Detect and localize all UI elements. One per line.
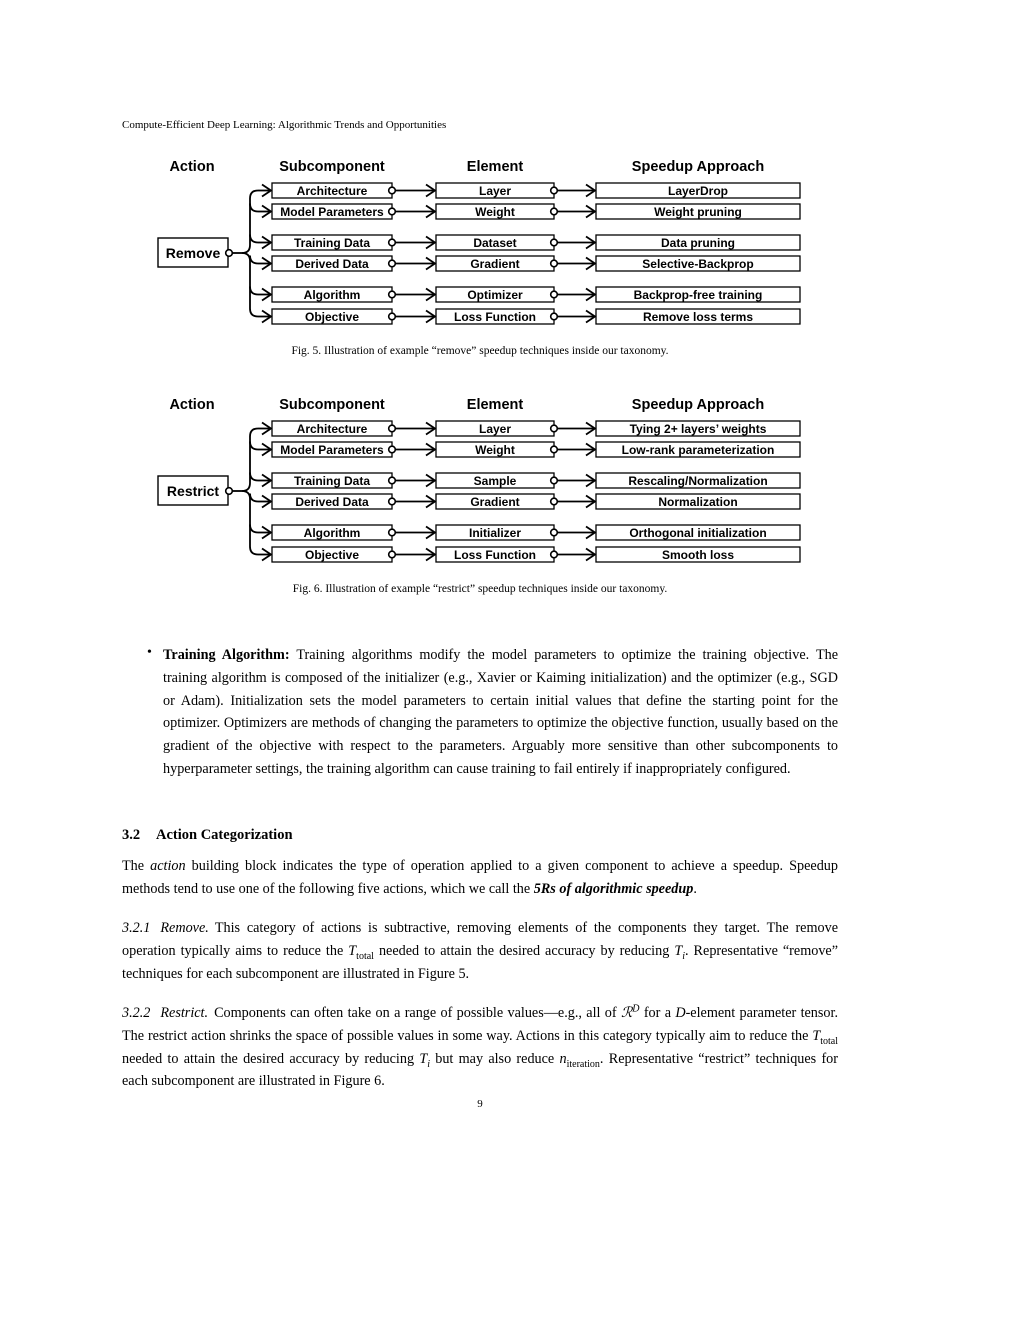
para-text: building block indicates the type of operation applied to a given component to achieve a speedup. Speedup methods tend to use one of the following five actions, which we call the — [122, 858, 838, 897]
connector-node — [389, 498, 396, 505]
column-header: Element — [466, 397, 524, 413]
math-n: n — [559, 1050, 567, 1067]
bullet-body: Training algorithms modify the model parameters to optimize the training objective. The training algorithm is composed of the initializer (e.g., Xavier or Kaiming initialization) and the optimizer (e.g., SGD or Adam). Initialization sets the model parameters to certain initial values that define the starting point for the optimizer. Optimizers are methods of changing the parameters to optimize the objective function, usually based on the gradient of the objective with respect to the parameters. Arguably more sensitive than other subcomponents to hyperparameter settings, the training algorithm can cause training to fail entirely if inappropriately configured. — [163, 647, 839, 777]
connector-node — [551, 425, 558, 432]
approach-label: Orthogonal initialization — [629, 526, 767, 540]
math-sub-i: i — [682, 950, 685, 962]
column-header: Subcomponent — [279, 159, 385, 175]
para-text: This category of actions is subtractive, removing elements of the components they target. The remove operation typically aims to reduce the — [122, 920, 838, 959]
element-label: Initializer — [468, 526, 522, 540]
para-text: The — [122, 858, 151, 874]
section-paragraph — [122, 855, 838, 901]
approach-label: Weight pruning — [654, 205, 742, 219]
subcomponent-label: Derived Data — [295, 495, 369, 509]
math-D: D — [675, 1005, 686, 1021]
section-title: Action Categorization — [156, 827, 293, 843]
para-text: for a — [639, 1005, 676, 1021]
approach-label: Remove loss terms — [642, 310, 754, 324]
math-T: T — [812, 1027, 821, 1044]
connector-node — [551, 291, 558, 298]
para-text: needed to attain the desired accuracy by reducing — [122, 1050, 420, 1067]
math-T: T — [348, 942, 357, 959]
column-header: Action — [169, 397, 215, 413]
connector-node — [389, 551, 396, 558]
tree-branch — [250, 235, 258, 243]
connector-node — [551, 208, 558, 215]
math-sup-D: D — [632, 1003, 640, 1015]
subcomponent-label: Architecture — [296, 422, 368, 436]
approach-label: Normalization — [658, 495, 738, 509]
action-label: Restrict — [166, 483, 220, 499]
subcomponent-label: Algorithm — [303, 288, 361, 302]
tree-branch — [250, 204, 258, 212]
approach-label: Backprop-free training — [633, 288, 763, 302]
running-head: Compute-Efficient Deep Learning: Algorithmic Trends and Opportunities — [122, 119, 447, 131]
connector-node — [389, 477, 396, 484]
section-heading — [122, 827, 293, 844]
connector-node — [226, 250, 233, 257]
subcomponent-label: Algorithm — [303, 526, 361, 540]
para-text: -element parameter tensor. The restrict action shrinks the space of possible values in some way. Actions in this category typically aim to reduce the — [122, 1005, 838, 1044]
connector-node — [389, 260, 396, 267]
connector-node — [551, 313, 558, 320]
math-T: T — [674, 942, 683, 959]
column-header: Speedup Approach — [631, 397, 765, 413]
approach-label: Selective-Backprop — [642, 257, 754, 271]
connector-node — [551, 477, 558, 484]
tree-branch — [242, 191, 258, 254]
connector-node — [551, 239, 558, 246]
element-label: Optimizer — [467, 288, 523, 302]
element-label: Dataset — [473, 236, 517, 250]
tree-branch — [242, 429, 258, 492]
subcomponent-label: Objective — [304, 310, 360, 324]
subsection-name: Restrict. — [160, 1005, 209, 1021]
approach-label: Data pruning — [661, 236, 735, 250]
connector-node — [389, 313, 396, 320]
figure-5-caption: Fig. 5. Illustration of example “remove” speedup techniques inside our taxonomy. — [291, 345, 669, 357]
diagram-svg — [150, 388, 810, 563]
action-label: Remove — [165, 245, 221, 261]
para-text: . — [693, 880, 697, 897]
element-label: Loss Function — [454, 310, 536, 324]
subcomponent-label: Training Data — [293, 236, 371, 250]
approach-label: Tying 2+ layers’ weights — [629, 422, 767, 436]
connector-node — [389, 425, 396, 432]
math-sub-i: i — [427, 1058, 430, 1070]
diagram-svg — [150, 150, 810, 325]
approach-label: LayerDrop — [667, 184, 729, 198]
subsection-number: 3.2.2 — [122, 1005, 151, 1021]
math-T: T — [419, 1050, 428, 1067]
para-text: . Representative “restrict” techniques for each subcomponent are illustrated in Figure 6. — [122, 1050, 839, 1090]
figure-5-taxonomy-diagram — [150, 150, 810, 325]
connector-node — [389, 239, 396, 246]
subsection-remove — [122, 917, 838, 985]
bullet-marker: • — [147, 645, 152, 660]
math-sub-total: total — [356, 950, 374, 962]
tree-branch — [250, 287, 258, 295]
connector-node — [389, 446, 396, 453]
para-emphasis: action — [150, 858, 186, 874]
connector-node — [389, 208, 396, 215]
figure-6-taxonomy-diagram — [150, 388, 810, 563]
column-header: Action — [169, 159, 215, 175]
subsection-name: Remove. — [160, 920, 209, 936]
subsection-restrict — [122, 1002, 838, 1093]
element-label: Loss Function — [454, 548, 536, 562]
element-label: Weight — [475, 205, 515, 219]
tree-branch — [250, 473, 258, 481]
para-text: Components can often take on a range of possible values—e.g., all of — [214, 1005, 621, 1021]
para-text: . Representative “remove” techniques for each subcomponent are illustrated in Figure 5. — [122, 942, 839, 982]
connector-node — [551, 260, 558, 267]
subcomponent-label: Model Parameters — [280, 205, 384, 219]
column-header: Element — [466, 159, 524, 175]
connector-node — [551, 529, 558, 536]
subcomponent-label: Architecture — [296, 184, 368, 198]
connector-node — [389, 529, 396, 536]
tree-branch — [250, 256, 258, 264]
para-strong-emphasis: 5Rs of algorithmic speedup — [533, 880, 694, 897]
subcomponent-label: Model Parameters — [280, 443, 384, 457]
tree-branch — [250, 494, 258, 502]
subcomponent-label: Training Data — [293, 474, 371, 488]
connector-node — [389, 291, 396, 298]
page-number: 9 — [477, 1098, 483, 1110]
connector-node — [551, 498, 558, 505]
figure-6-caption: Fig. 6. Illustration of example “restrict” speedup techniques inside our taxonomy. — [292, 583, 668, 595]
math-sub-total: total — [820, 1035, 838, 1047]
connector-node — [551, 551, 558, 558]
element-label: Layer — [478, 422, 512, 436]
connector-node — [226, 488, 233, 495]
subcomponent-label: Objective — [304, 548, 360, 562]
math-R: ℛ — [620, 1005, 633, 1021]
subsection-number: 3.2.1 — [122, 920, 151, 936]
section-number: 3.2 — [122, 827, 141, 843]
element-label: Gradient — [470, 257, 520, 271]
bullet-term: Training Algorithm: — [163, 647, 290, 663]
tree-branch — [250, 525, 258, 533]
element-label: Gradient — [470, 495, 520, 509]
para-text: needed to attain the desired accuracy by reducing — [373, 942, 675, 959]
bullet-training-algorithm — [163, 644, 838, 781]
connector-node — [551, 446, 558, 453]
column-header: Subcomponent — [279, 397, 385, 413]
element-label: Sample — [473, 474, 517, 488]
para-text: but may also reduce — [429, 1050, 560, 1067]
connector-node — [551, 187, 558, 194]
subcomponent-label: Derived Data — [295, 257, 369, 271]
connector-node — [389, 187, 396, 194]
element-label: Layer — [478, 184, 512, 198]
approach-label: Rescaling/Normalization — [628, 474, 768, 488]
tree-branch — [250, 442, 258, 450]
column-header: Speedup Approach — [631, 159, 765, 175]
math-sub-iteration: iteration — [566, 1058, 600, 1070]
element-label: Weight — [475, 443, 515, 457]
approach-label: Low-rank parameterization — [621, 443, 775, 457]
approach-label: Smooth loss — [661, 548, 735, 562]
